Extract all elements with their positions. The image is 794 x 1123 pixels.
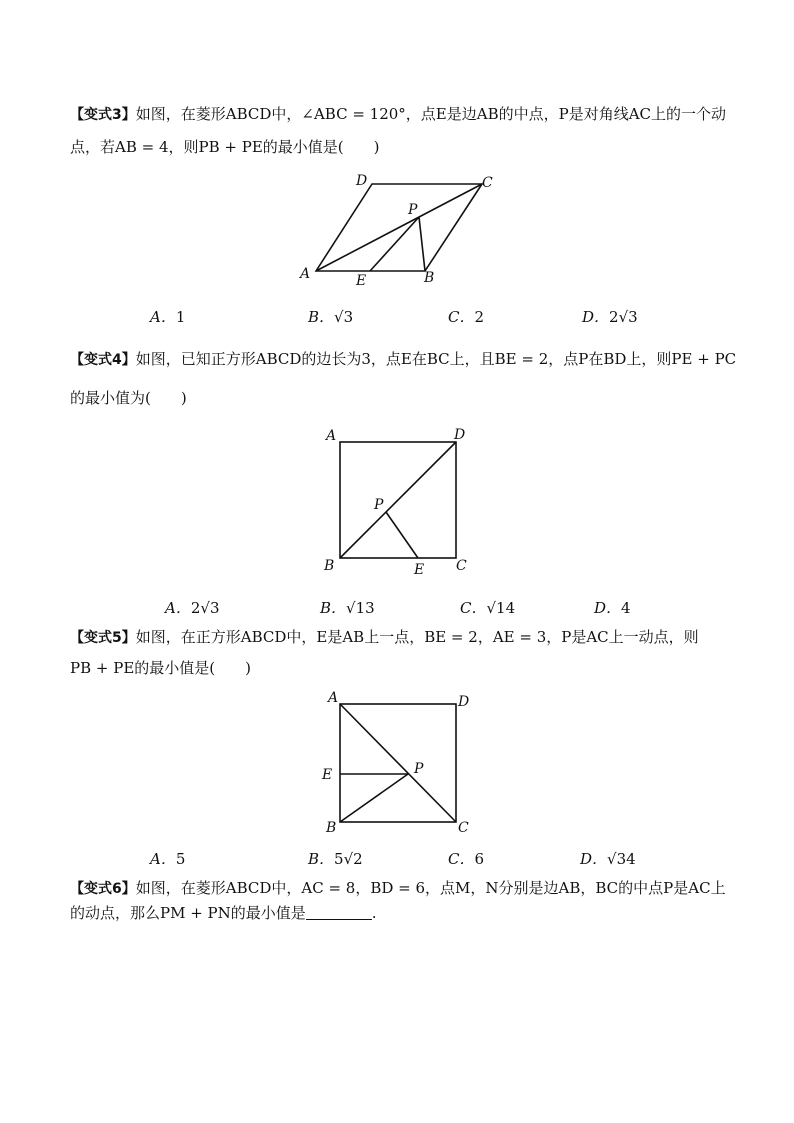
problem-4-option-a[interactable]: A．2√3 (165, 599, 220, 617)
label-e: E (414, 562, 425, 578)
label-b: B (424, 270, 435, 286)
problem-3-option-d[interactable]: D．2√3 (582, 308, 638, 326)
label-e: E (356, 273, 367, 289)
problem-4-tag: 【变式4】 (70, 352, 136, 368)
segment-pe (386, 512, 418, 558)
label-e: E (322, 767, 333, 783)
label-p: P (414, 761, 424, 777)
problem-4-line-1 (70, 349, 736, 370)
problem-4-option-d[interactable]: D．4 (594, 599, 631, 617)
problem-6-text-2: 的动点，那么PM + PN的最小值是 (70, 904, 306, 922)
problem-4-option-c[interactable]: C．√14 (460, 599, 516, 617)
problem-3-option-c[interactable]: C．2 (448, 308, 485, 326)
problem-6-line-1 (70, 878, 726, 899)
diagonal-ac (316, 184, 482, 271)
segment-bp (340, 774, 408, 822)
problem-5-line-2: PB + PE的最小值是( ) (70, 659, 251, 677)
label-c: C (458, 820, 469, 836)
segment-pb (419, 217, 425, 271)
diagonal-ac (340, 704, 456, 822)
problem-3-line-1 (70, 104, 726, 125)
rhombus-figure (290, 168, 510, 290)
answer-blank[interactable] (306, 905, 372, 920)
label-a: A (300, 266, 311, 282)
diagonal-bd (340, 442, 456, 558)
label-p: P (374, 497, 384, 513)
problem-4-line-2: 的最小值为( ) (70, 389, 187, 407)
label-a: A (326, 428, 337, 444)
problem-6-line-2 (70, 903, 377, 923)
label-d: D (356, 173, 368, 189)
problem-3-option-a[interactable]: A．1 (150, 308, 186, 326)
label-d: D (454, 427, 466, 443)
problem-3-text-1: 如图，在菱形ABCD中，∠ABC = 120°，点E是边AB的中点，P是对角线AC上的一个动 (135, 105, 727, 123)
problem-5-tag: 【变式5】 (70, 630, 136, 646)
problem-3-line-2: 点，若AB = 4，则PB + PE的最小值是( ) (70, 138, 380, 156)
problem-4-option-b[interactable]: B．√13 (320, 599, 375, 617)
problem-5-option-c[interactable]: C．6 (448, 850, 485, 868)
label-b: B (324, 558, 335, 574)
problem-5-line-1 (70, 627, 699, 648)
label-a: A (328, 690, 339, 706)
segment-pe (370, 217, 419, 271)
label-d: D (458, 694, 470, 710)
label-c: C (456, 558, 467, 574)
problem-3-option-b[interactable]: B．√3 (308, 308, 354, 326)
problem-5-option-b[interactable]: B．5√2 (308, 850, 363, 868)
problem-5-text-1: 如图，在正方形ABCD中，E是AB上一点，BE = 2，AE = 3，P是AC上一动点，则 (135, 628, 699, 646)
label-p: P (408, 202, 418, 218)
square-figure-5 (318, 688, 478, 836)
label-c: C (482, 175, 493, 191)
problem-3-tag: 【变式3】 (70, 107, 136, 123)
problem-6-text-1: 如图，在菱形ABCD中，AC = 8，BD = 6，点M，N分别是边AB，BC的中点P是AC上 (135, 879, 726, 897)
problem-5-option-a[interactable]: A．5 (150, 850, 186, 868)
problem-6-tag: 【变式6】 (70, 881, 136, 897)
square-figure-4 (318, 424, 478, 580)
label-b: B (326, 820, 337, 836)
problem-5-option-d[interactable]: D．√34 (580, 850, 636, 868)
problem-6-period: . (371, 904, 377, 922)
problem-4-text-1: 如图，已知正方形ABCD的边长为3，点E在BC上，且BE = 2，点P在BD上，则PE + PC (135, 350, 737, 368)
